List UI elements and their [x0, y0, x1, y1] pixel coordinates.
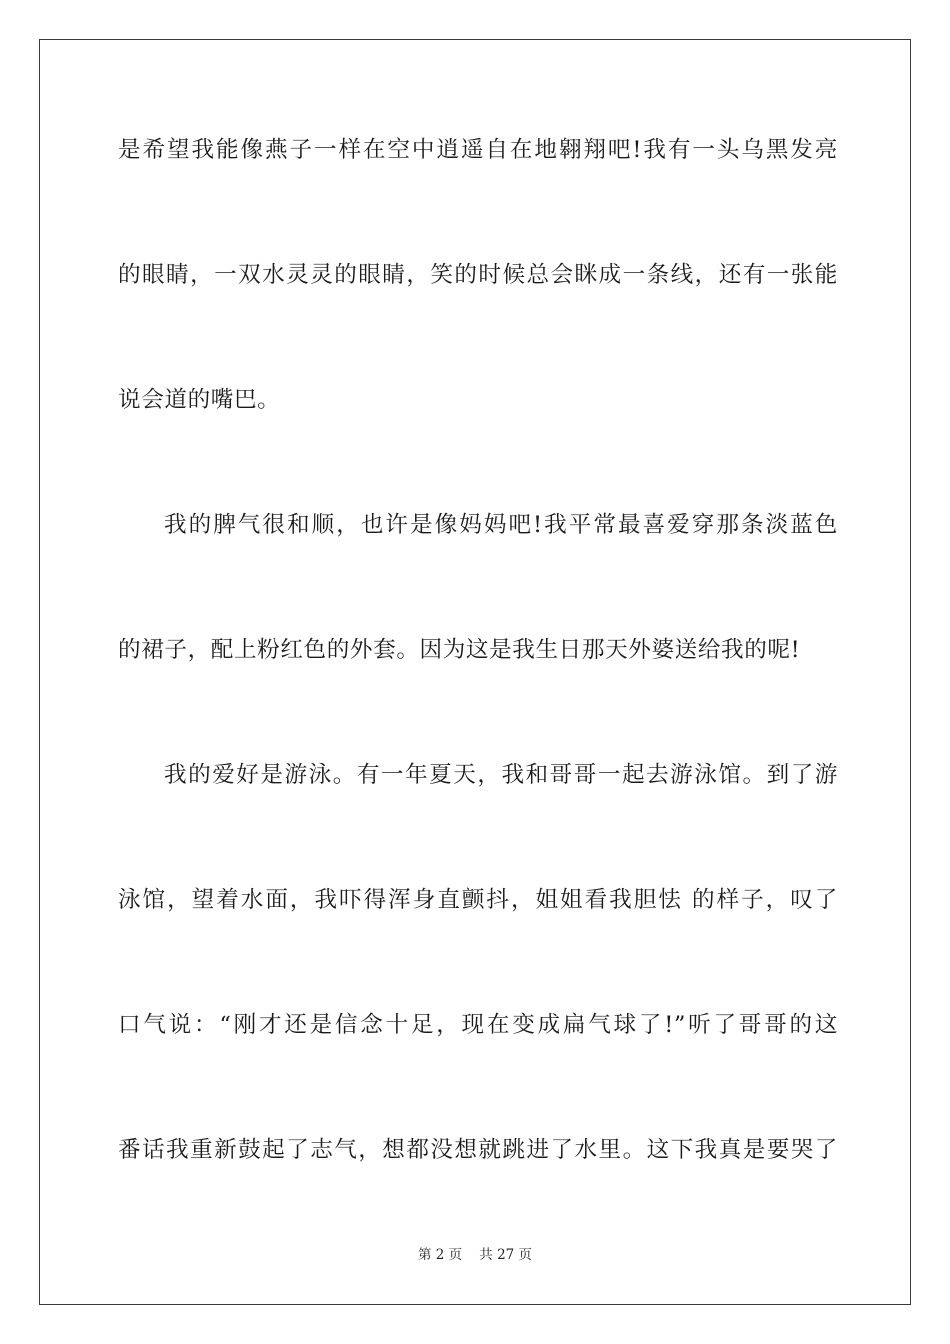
- page-footer: [0, 1246, 950, 1264]
- paragraph-line: 说会道的嘴巴。: [118, 387, 281, 413]
- paragraph-line: 我的脾气很和顺，也许是像妈妈吧!我平常最喜爱穿那条淡蓝色: [164, 512, 838, 538]
- paragraph-line: 口气说：“刚才还是信念十足，现在变成扁气球了!”听了哥哥的这: [118, 1012, 838, 1038]
- page-number: 第 2 页: [417, 1247, 463, 1263]
- paragraph-line: 我的爱好是游泳。有一年夏天，我和哥哥一起去游泳馆。到了游: [164, 762, 838, 788]
- paragraph-line: 泳馆，望着水面，我吓得浑身直颤抖，姐姐看我胆怯 的样子，叹了: [118, 887, 838, 913]
- paragraph-line: 的裙子，配上粉红色的外套。因为这是我生日那天外婆送给我的呢!: [118, 637, 801, 663]
- page-border: [39, 39, 911, 1305]
- paragraph-line: 番话我重新鼓起了志气，想都没想就跳进了水里。这下我真是要哭了: [118, 1137, 838, 1163]
- paragraph-line: 的眼睛，一双水灵灵的眼睛，笑的时候总会眯成一条线，还有一张能: [118, 262, 838, 288]
- page-total: 共 27 页: [479, 1247, 533, 1263]
- paragraph-line: 是希望我能像燕子一样在空中逍遥自在地翱翔吧!我有一头乌黑发亮: [118, 137, 838, 163]
